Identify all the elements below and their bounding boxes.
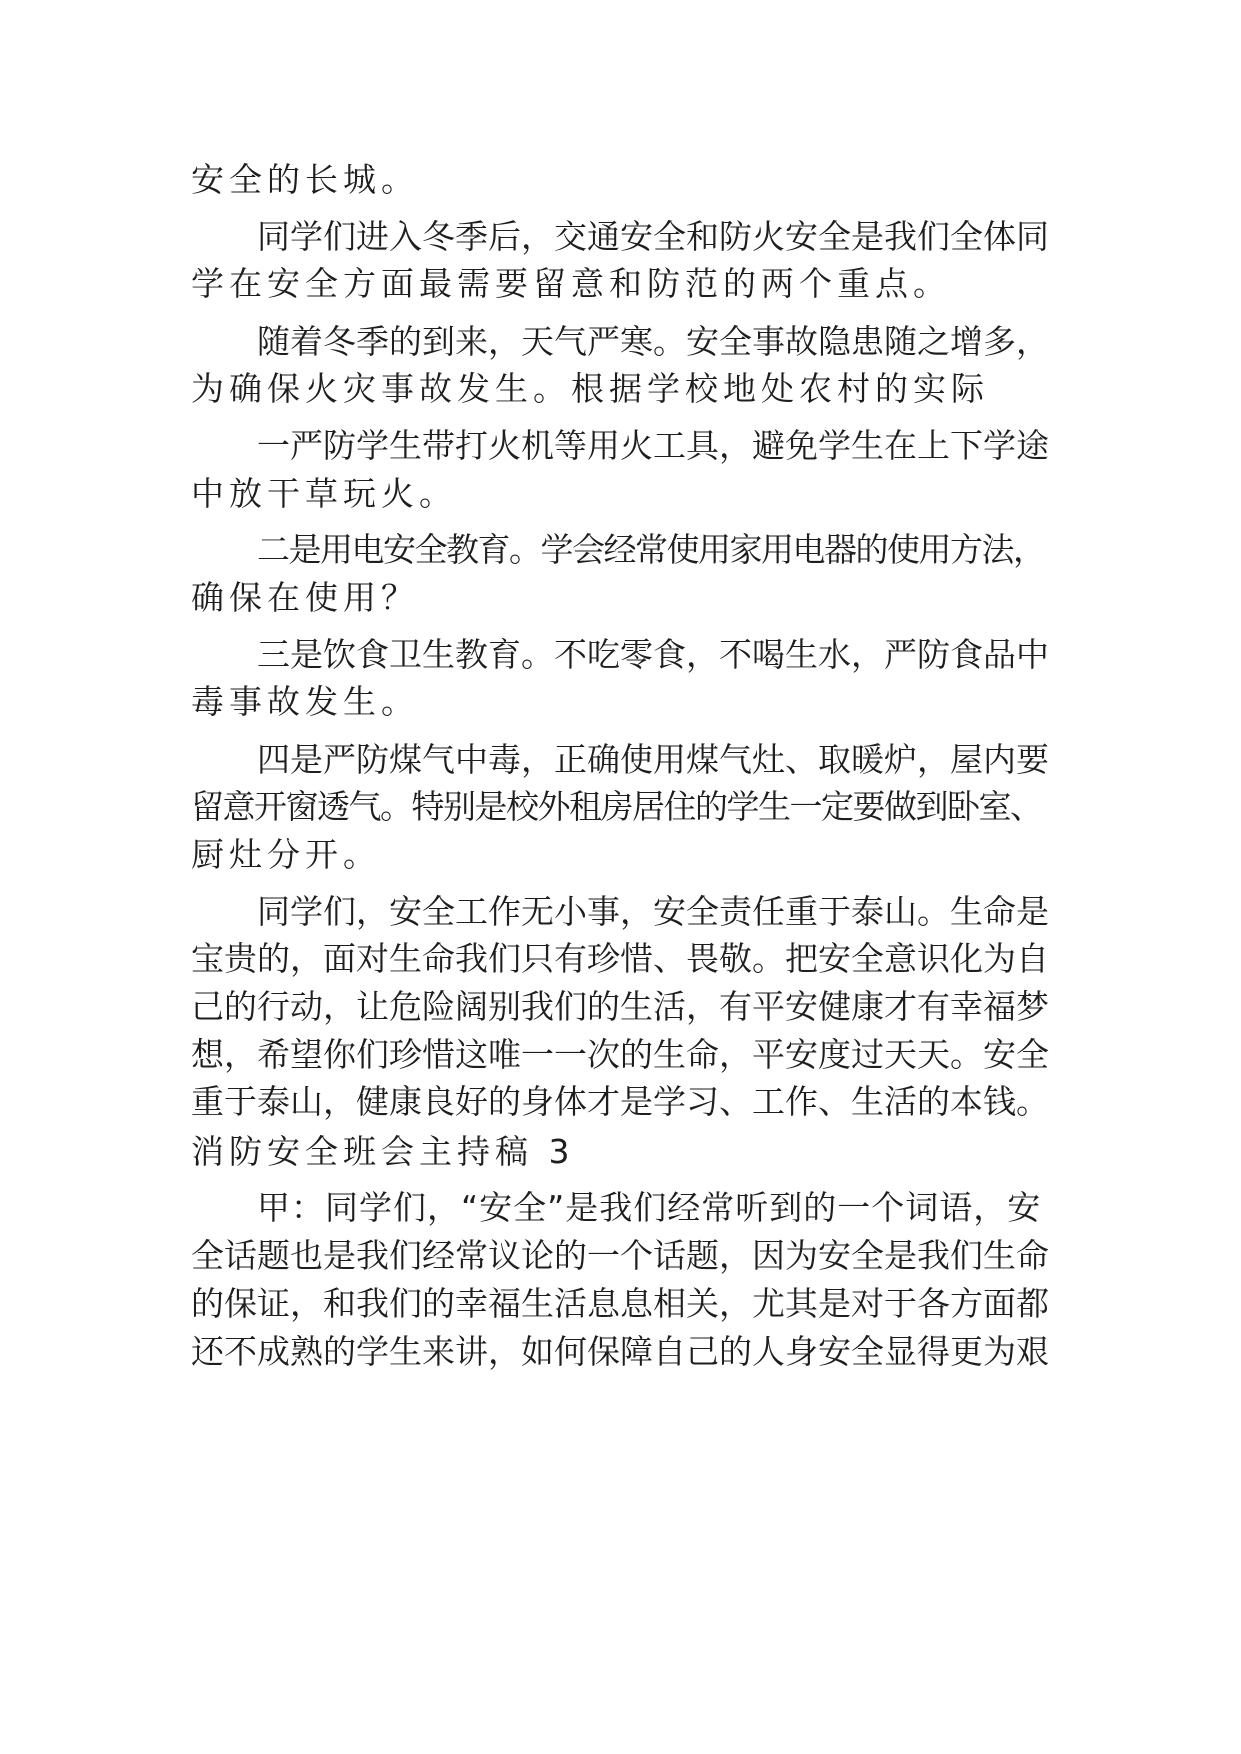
text-line: 安全的长城。 <box>191 160 419 199</box>
text-line: 随着冬季的到来，天气严寒。安全事故隐患随之增多， <box>257 322 1049 361</box>
text-line: 一严防学生带打火机等用火工具，避免学生在上下学途 <box>257 426 1049 465</box>
text-line: 宝贵的，面对生命我们只有珍惜、畏敬。把安全意识化为自 <box>191 939 1049 978</box>
section-title: 消防安全班会主持稿 3 <box>191 1132 575 1171</box>
text-line: 毒事故发生。 <box>191 682 419 721</box>
text-line: 同学们，安全工作无小事，安全责任重于泰山。生命是 <box>257 892 1049 931</box>
text-line: 还不成熟的学生来讲，如何保障自己的人身安全显得更为艰 <box>191 1332 1049 1371</box>
text-line: 重于泰山，健康良好的身体才是学习、工作、生活的本钱。 <box>191 1082 1049 1121</box>
text-line: 的保证，和我们的幸福生活息息相关，尤其是对于各方面都 <box>191 1284 1049 1323</box>
text-line: 三是饮食卫生教育。不吃零食，不喝生水，严防食品中 <box>257 635 1049 674</box>
text-line: 留意开窗透气。特别是校外租房居住的学生一定要做到卧室、 <box>191 787 1042 826</box>
text-line: 学在安全方面最需要留意和防范的两个重点。 <box>191 264 951 303</box>
text-line: 同学们进入冬季后，交通安全和防火安全是我们全体同 <box>257 217 1049 256</box>
text-line: 四是严防煤气中毒，正确使用煤气灶、取暖炉，屋内要 <box>257 740 1049 779</box>
text-line: 厨灶分开。 <box>191 835 381 874</box>
text-line: 全话题也是我们经常议论的一个话题，因为安全是我们生命 <box>191 1236 1049 1275</box>
text-line: 确保在使用？ <box>191 578 419 617</box>
text-line: 中放干草玩火。 <box>191 474 457 513</box>
text-line: 想，希望你们珍惜这唯一一次的生命，平安度过天天。安全 <box>191 1035 1049 1074</box>
text-line: 二是用电安全教育。学会经常使用家用电器的使用方法， <box>257 530 1045 569</box>
text-line: 为确保火灾事故发生。根据学校地处农村的实际 <box>191 369 989 408</box>
text-line: 甲：同学们，“安全”是我们经常听到的一个词语，安 <box>257 1188 1042 1227</box>
text-line: 己的行动，让危险阔别我们的生活，有平安健康才有幸福梦 <box>191 987 1049 1026</box>
